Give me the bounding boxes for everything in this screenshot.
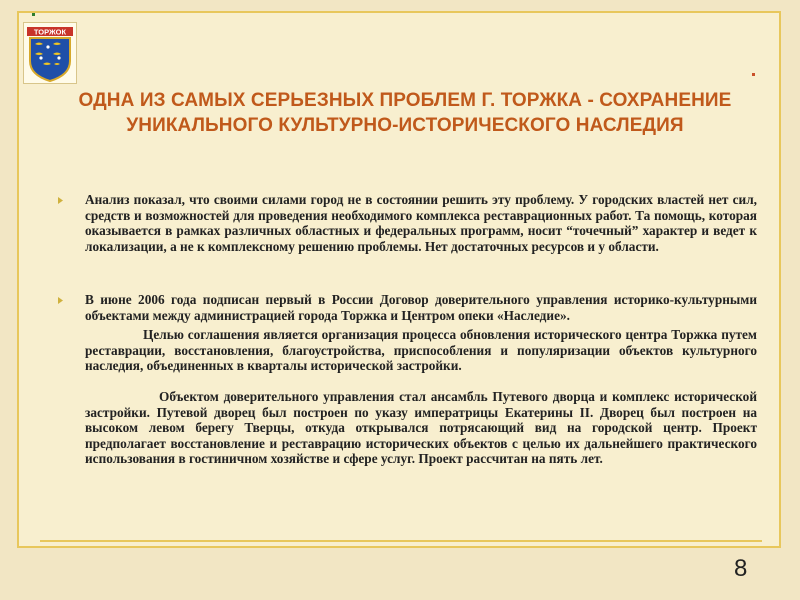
- bullet-paragraph-analysis: Анализ показал, что своими силами город не в состоянии решить эту проблему. У городских властей нет сил, средств и возможностей для проведения необходимого комплекса реставрационных работ. Та помощь, которая оказывается в рамках различных областных и федеральных программ, носит “точечный” характер и ведет к локализации, а не к комплексному решению проблемы. Нет достаточных ресурсов и у области.: [85, 192, 757, 254]
- subparagraph-goal: Целью соглашения является организация процесса обновления исторического центра Торжка путем реставрации, восстановления, благоустройства, приспособления и популяризации объектов культурного наследия, объединенных в кварталы исторической застройки.: [85, 327, 757, 373]
- footer-rule: [40, 540, 762, 542]
- decor-dot: [752, 73, 755, 76]
- emblem-banner-text: ТОРЖОК: [33, 27, 67, 37]
- bullet-paragraph-agreement: В июне 2006 года подписан первый в России Договор доверительного управления историко-культурными объектами между администрацией города Торжка и Центром опеки «Наследие».: [85, 292, 757, 323]
- page-number: 8: [734, 555, 748, 582]
- coat-of-arms-logo: [23, 22, 77, 84]
- slide-title: ОДНА ИЗ САМЫХ СЕРЬЕЗНЫХ ПРОБЛЕМ Г. ТОРЖКА - СОХРАНЕНИЕ УНИКАЛЬНОГО КУЛЬТУРНО-ИСТОРИЧЕСКОГО НАСЛЕДИЯ: [78, 90, 732, 136]
- decor-dot: [32, 13, 35, 16]
- subparagraph-object: Объектом доверительного управления стал ансамбль Путевого дворца и комплекс исторической застройки. Путевой дворец был построен по указу императрицы Екатерины II. Дворец был построен на высоком левом берегу Тверцы, откуда открывался потрясающий вид на городской центр. Проект предполагает восстановление и реставрацию исторических объектов с целью их дальнейшего практического использования в гостиничном хозяйстве и сфере услуг. Проект рассчитан на пять лет.: [85, 389, 757, 466]
